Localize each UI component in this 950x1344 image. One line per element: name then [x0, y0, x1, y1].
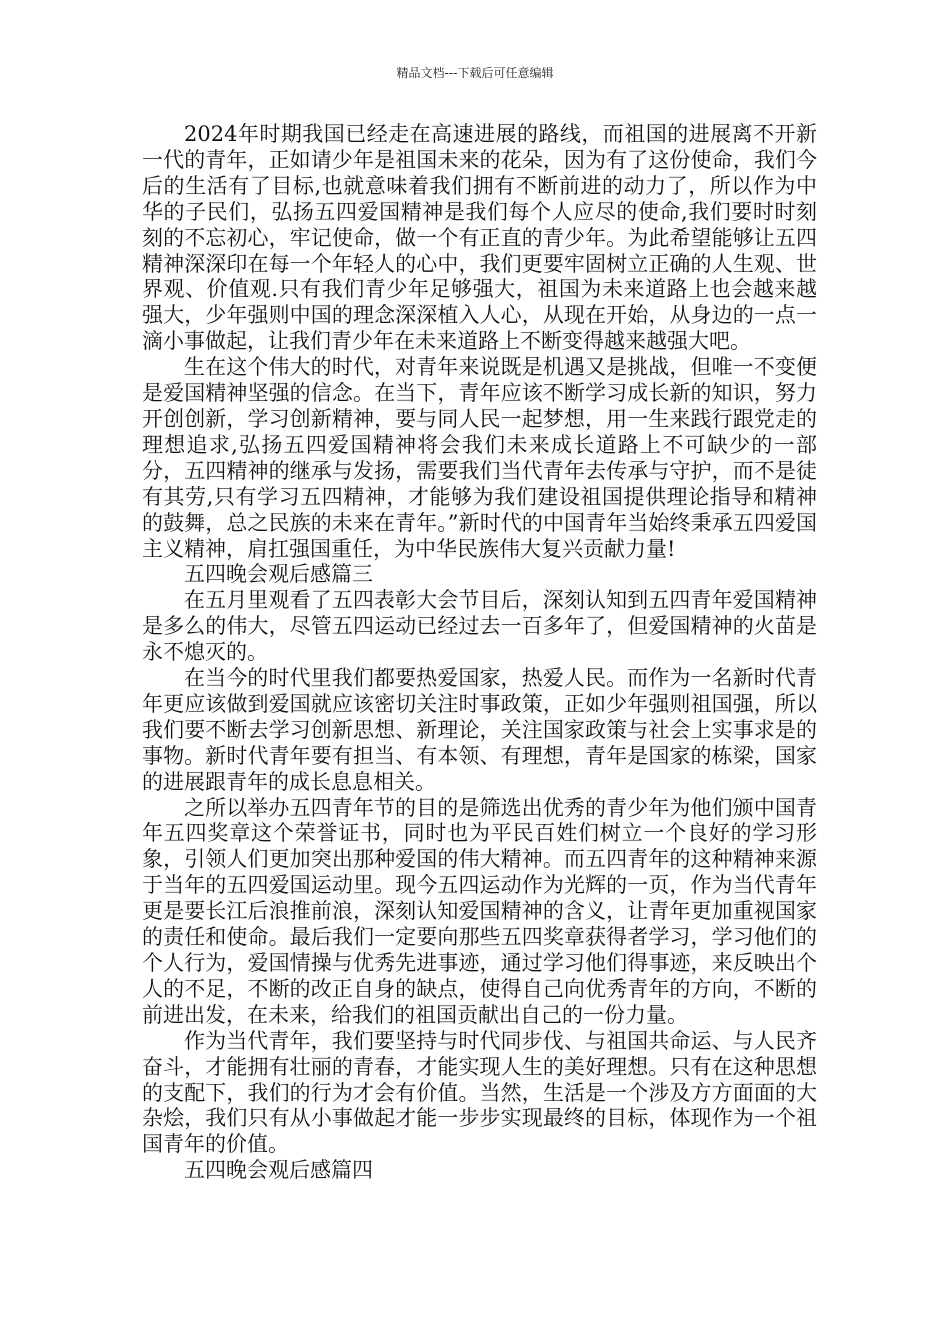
paragraph: 生在这个伟大的时代，对青年来说既是机遇又是挑战，但唯一不变便是爱国精神坚强的信念。在当下，青年应该不断学习成长新的知识，努力开创创新，学习创新精神，要与同人民一起梦想，用一生来践行跟党走的理想追求,弘扬五四爱国精神将会我们未来成长道路上不可缺少的一部分，五四精神的继承与发扬，需要我们当代青年去传承与守护，而不是徒有其劳,只有学习五四精神，才能够为我们建设祖国提供理论指导和精神的鼓舞，总之民族的未来在青年。”新时代的中国青年当始终秉承五四爱国主义精神，肩扛强国重任，为中华民族伟大复兴贡献力量! — [142, 355, 817, 561]
document-body — [142, 122, 817, 1184]
section-heading: 五四晚会观后感篇四 — [184, 1158, 373, 1183]
paragraph: 之所以举办五四青年节的目的是筛选出优秀的青少年为他们颁中国青年五四奖章这个荣誉证书，同时也为平民百姓们树立一个良好的学习形象，引领人们更加突出那种爱国的伟大精神。而五四青年的这种精神来源于当年的五四爱国运动里。现今五四运动作为光辉的一页，作为当代青年更是要长江后浪推前浪，深刻认知爱国精神的含义，让青年更加重视国家的责任和使命。最后我们一定要向那些五四奖章获得者学习，学习他们的个人行为，爱国情操与优秀先进事迹，通过学习他们得事迹，来反映出个人的不足，不断的改正自身的缺点，使得自己向优秀青年的方向，不断的前进出发，在未来，给我们的祖国贡献出自己的一份力量。 — [142, 795, 817, 1027]
paragraph: 在五月里观看了五四表彰大会节目后，深刻认知到五四青年爱国精神是多么的伟大，尽管五四运动已经过去一百多年了，但爱国精神的火苗是永不熄灭的。 — [142, 588, 817, 665]
page-header: 精品文档---下载后可任意编辑 — [396, 66, 554, 80]
paragraph: 作为当代青年，我们要坚持与时代同步伐、与祖国共命运、与人民齐奋斗，才能拥有壮丽的青春，才能实现人生的美好理想。只有在这种思想的支配下，我们的行为才会有价值。当然，生活是一个涉及方方面面的大杂烩，我们只有从小事做起才能一步步实现最终的目标，体现作为一个祖国青年的价值。 — [142, 1028, 817, 1157]
section-heading: 五四晚会观后感篇三 — [184, 562, 373, 587]
paragraph: 2024年时期我国已经走在高速进展的路线，而祖国的进展离不开新一代的青年，正如请少年是祖国未来的花朵，因为有了这份使命，我们今后的生活有了目标,也就意味着我们拥有不断前进的动力了，所以作为中华的子民们，弘扬五四爱国精神是我们每个人应尽的使命,我们要时时刻刻的不忘初心，牢记使命，做一个有正直的青少年。为此希望能够让五四精神深深印在每一个年轻人的心中，我们更要牢固树立正确的人生观、世界观、价值观.只有我们青少年足够强大，祖国为未来道路上也会越来越强大，少年强则中国的理念深深植入人心，从现在开始，从身边的一点一滴小事做起，让我们青少年在未来道路上不断变得越来越强大吧。 — [142, 122, 817, 354]
paragraph: 在当今的时代里我们都要热爱国家，热爱人民。而作为一名新时代青年更应该做到爱国就应该密切关注时事政策，正如少年强则祖国强，所以我们要不断去学习创新思想、新理论，关注国家政策与社会上实事求是的事物。新时代青年要有担当、有本领、有理想，青年是国家的栋梁，国家的进展跟青年的成长息息相关。 — [142, 666, 817, 794]
